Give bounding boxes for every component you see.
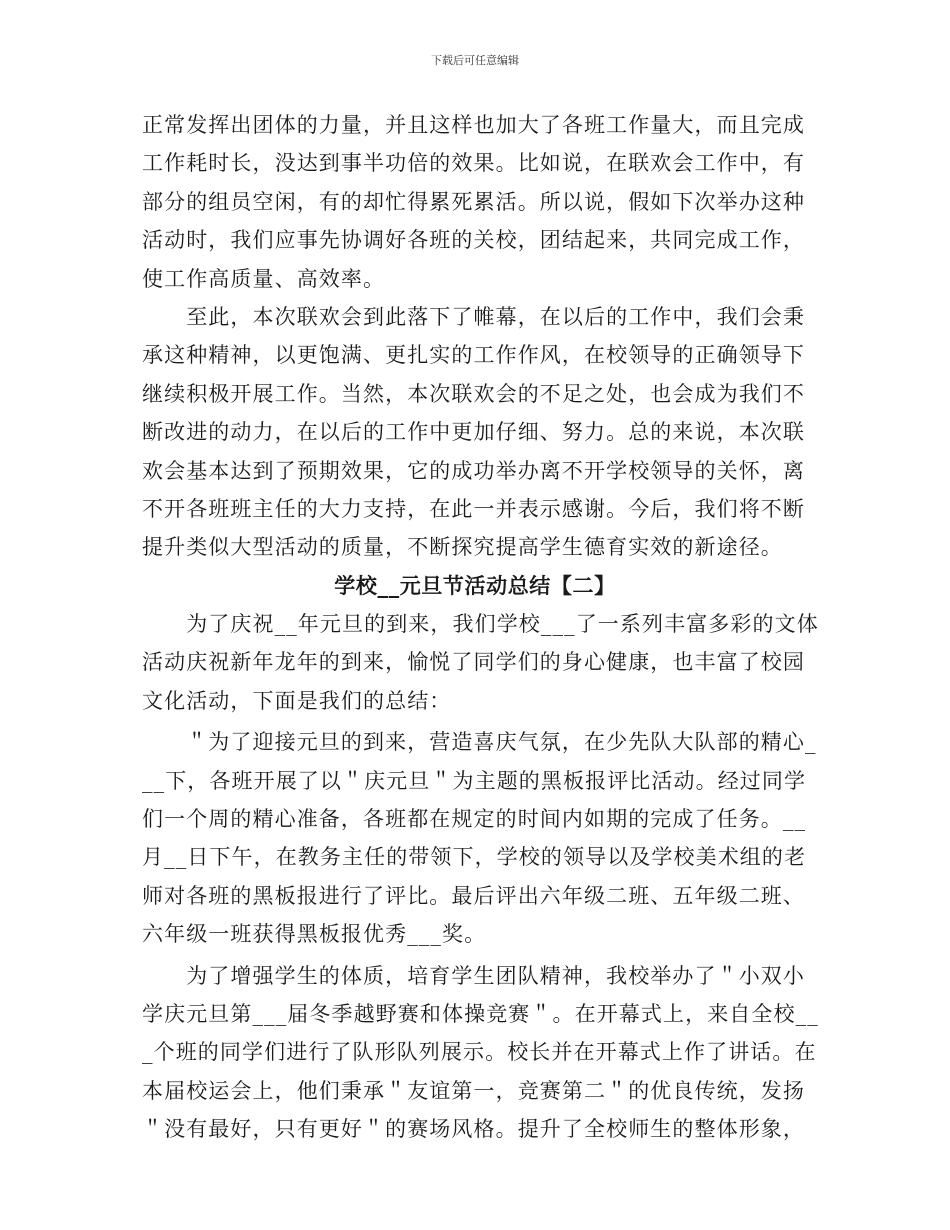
text-line: 正常发挥出团体的力量，并且这样也加大了各班工作量大，而且完成 <box>142 113 805 137</box>
text-line: 继续积极开展工作。当然，本次联欢会的不足之处，也会成为我们不 <box>142 381 805 406</box>
text-line: 提升类似大型活动的质量，不断探究提高学生德育实效的新途径。 <box>142 535 783 560</box>
text-line: 至此，本次联欢会到此落下了帷幕，在以后的工作中，我们会秉 <box>142 304 805 329</box>
text-line: 学庆元旦第___届冬季越野赛和体操竞赛＂。在开幕式上，来自全校__ <box>142 1001 819 1026</box>
text-line: 师对各班的黑板报进行了评比。最后评出六年级二班、五年级二班、 <box>142 883 805 908</box>
text-line: 工作耗时长，没达到事半功倍的效果。比如说，在联欢会工作中，有 <box>142 151 805 176</box>
text-line: 月__日下午，在教务主任的带领下，学校的领导以及学校美术组的老 <box>142 845 807 870</box>
text-line: 不开各班班主任的大力支持，在此一并表示感谢。今后，我们将不断 <box>142 496 805 521</box>
text-line: 文化活动，下面是我们的总结： <box>142 688 452 713</box>
text-line: _个班的同学们进行了队形队列展示。校长并在开幕式上作了讲话。在 <box>142 1040 817 1065</box>
section-heading: 学校__元旦节活动总结【二】 <box>334 572 616 598</box>
text-line: 承这种精神，以更饱满、更扎实的工作作风，在校领导的正确领导下 <box>142 343 805 368</box>
text-line: 活动时，我们应事先协调好各班的关校，团结起来，共同完成工作， <box>142 228 805 253</box>
text-line: __下，各班开展了以＂庆元旦＂为主题的黑板报评比活动。经过同学 <box>142 768 807 793</box>
text-line: 为了增强学生的体质，培育学生团队精神，我校举办了＂小双小 <box>142 963 805 988</box>
text-line: 欢会基本达到了预期效果，它的成功举办离不开学校领导的关怀，离 <box>142 458 805 483</box>
text-line: ＂为了迎接元旦的到来，营造喜庆气氛，在少先队大队部的精心_ <box>142 730 817 755</box>
text-line: ＂没有最好，只有更好＂的赛场风格。提升了全校师生的整体形象， <box>142 1117 805 1142</box>
text-line: 六年级一班获得黑板报优秀___奖。 <box>142 922 487 947</box>
text-line: 部分的组员空闲，有的却忙得累死累活。所以说，假如下次举办这种 <box>142 189 805 214</box>
text-line: 本届校运会上，他们秉承＂友谊第一，竞赛第二＂的优良传统，发扬 <box>142 1078 805 1103</box>
text-line: 们一个周的精心准备，各班都在规定的时间内如期的完成了任务。__ <box>142 807 807 832</box>
text-line: 为了庆祝__年元旦的到来，我们学校___了一系列丰富多彩的文体 <box>142 612 819 637</box>
page-header: 下载后可任意编辑 <box>431 54 519 67</box>
text-line: 活动庆祝新年龙年的到来，愉悦了同学们的身心健康，也丰富了校园 <box>142 650 805 675</box>
document-body <box>142 106 819 1149</box>
text-line: 断改进的动力，在以后的工作中更加仔细、努力。总的来说，本次联 <box>142 420 805 445</box>
text-line: 使工作高质量、高效率。 <box>142 266 386 291</box>
